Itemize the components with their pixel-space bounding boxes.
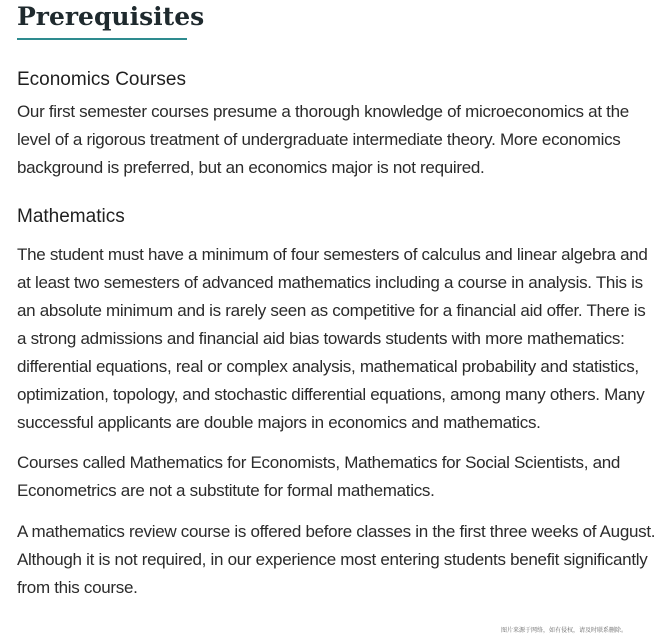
title-underline [17, 38, 187, 40]
mathematics-paragraph-requirements: The student must have a minimum of four semesters of calculus and linear algebra and at least two semesters of advanced mathematics including a course in analysis. This is an absolute minimum and is rarely seen as competitive for a financial aid offer. There is a strong admissions and financial aid bias towards students with more mathematics: differential equations, real or complex analysis, mathematical probability and statistics, optimization, topology, and stochastic differential equations, among many others. Many successful applicants are double majors in economics and mathematics. [17, 245, 648, 432]
section-heading-economics: Economics Courses [17, 69, 186, 90]
page-content [17, 0, 657, 602]
image-source-watermark: 图片来源于网络，如有侵权，请及时联系删除。 [500, 627, 627, 634]
mathematics-paragraph-substitutes: Courses called Mathematics for Economists, Mathematics for Social Scientists, and Econometrics are not a substitute for formal mathematics. [17, 453, 621, 500]
section-heading-mathematics: Mathematics [17, 206, 125, 227]
page-title: Prerequisites [17, 2, 205, 31]
mathematics-paragraph-review-course: A mathematics review course is offered before classes in the first three weeks of August. Although it is not required, in our experience most entering students benefit significantly from this course. [17, 522, 656, 597]
economics-paragraph: Our first semester courses presume a thorough knowledge of microeconomics at the level of a rigorous treatment of undergraduate intermediate theory. More economics background is preferred, but an economics major is not required. [17, 102, 629, 177]
